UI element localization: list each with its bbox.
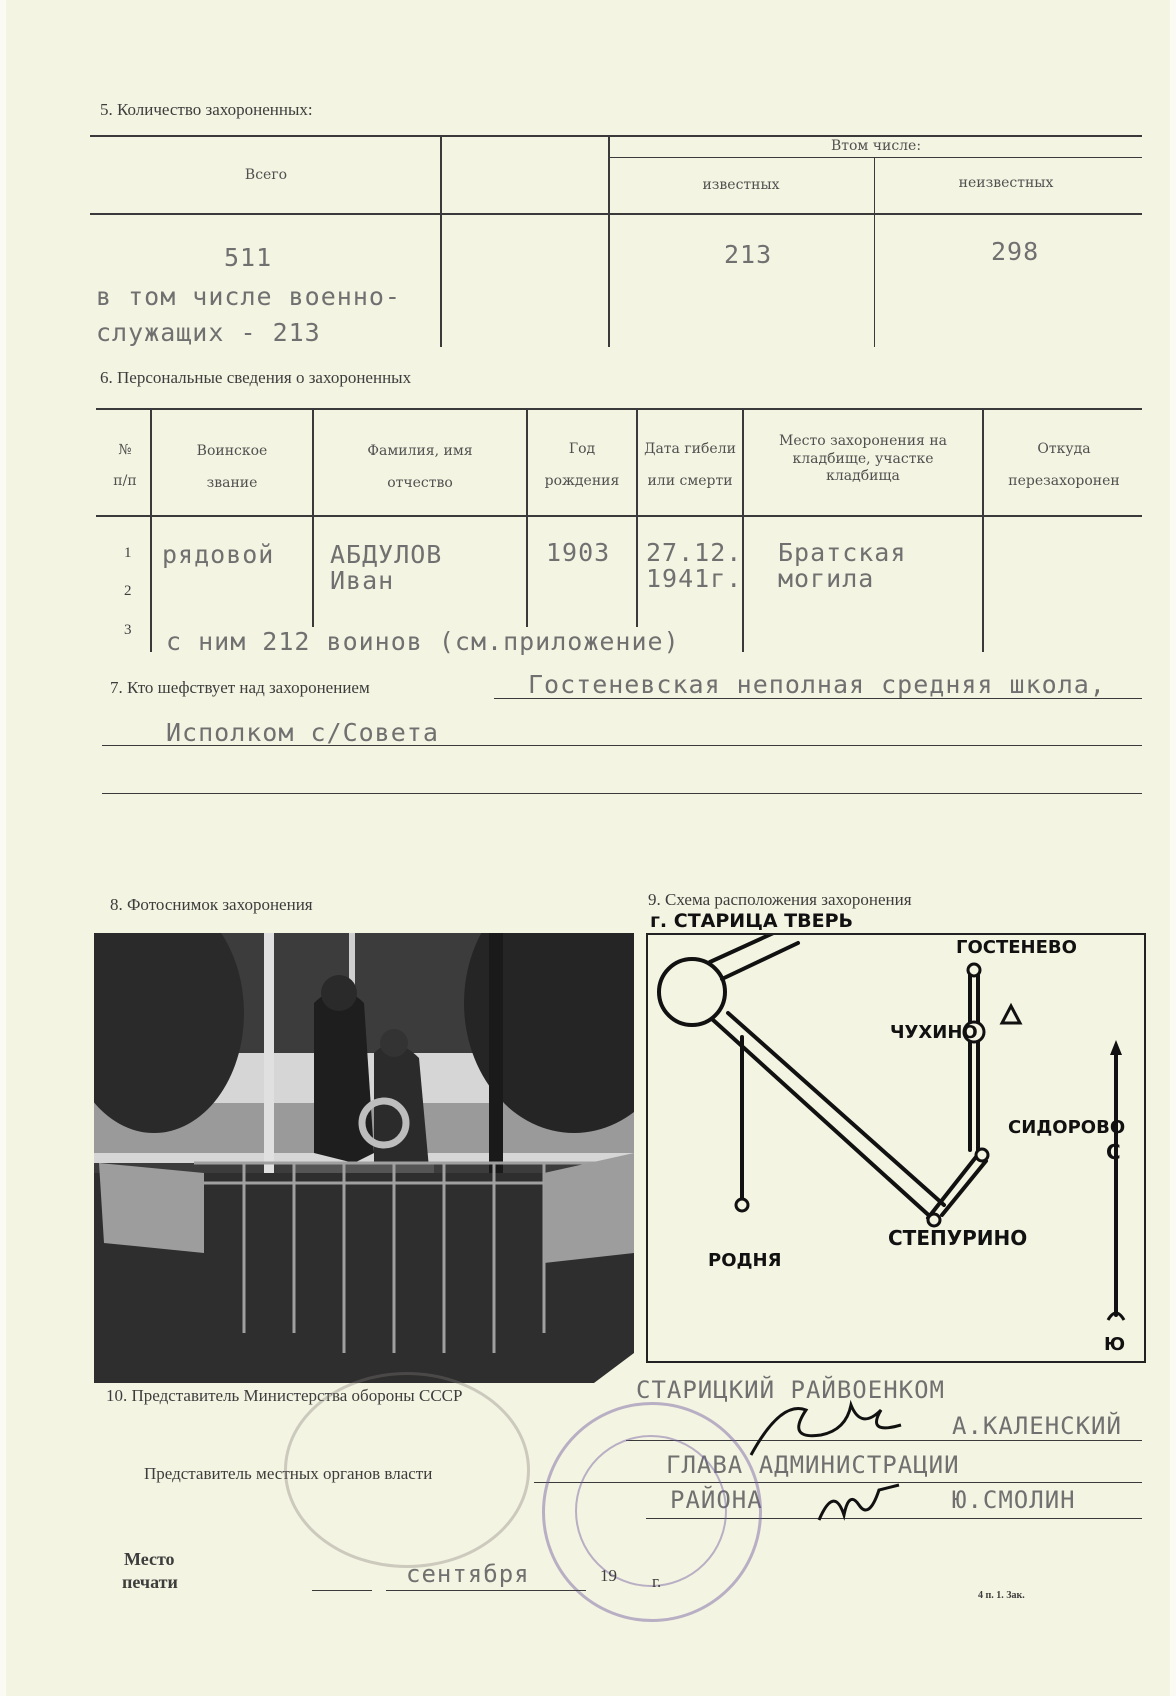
scheme-map: [648, 935, 1144, 1361]
row-number-2: 2: [124, 583, 132, 599]
table6-vline-3: [526, 410, 528, 652]
section-5-title: 5. Количество захороненных:: [100, 100, 313, 119]
table6-top-rule: [96, 408, 1142, 410]
scheme-header-handwritten: г. СТАРИЦА ТВЕРЬ: [650, 910, 853, 932]
patron-line2: Исполком с/Совета: [166, 718, 439, 747]
table5-vline-3: [874, 158, 875, 347]
table5-sub-rule: [608, 157, 1142, 158]
header-birth: Год рождения: [544, 441, 620, 490]
section-6-title: 6. Персональные сведения о захороненных: [100, 368, 412, 387]
section-7-title: 7. Кто шефствует над захоронением: [110, 678, 370, 697]
mo-organization: СТАРИЦКИЙ РАЙВОЕНКОМ: [636, 1376, 945, 1404]
local-organization-line2: РАЙОНА: [670, 1486, 763, 1514]
local-representative-name: Ю.СМОЛИН: [952, 1486, 1076, 1514]
place-sidorovo: СИДОРОВО: [1008, 1117, 1126, 1138]
unknown-value: 298: [991, 237, 1040, 266]
header-death: Дата гибели или смерти: [644, 441, 736, 490]
mo-representative-name: А.КАЛЕНСКИЙ: [952, 1412, 1122, 1440]
table6-vline-5: [742, 410, 744, 652]
table6-vline-6: [982, 410, 984, 652]
date-day-rule: [312, 1590, 372, 1591]
seal-place-label-1: Место: [124, 1549, 175, 1569]
remaining-soldiers-note: с ним 212 воинов (см.приложение): [166, 627, 680, 656]
header-name: Фамилия, имя отчество: [367, 443, 473, 492]
col-total-header: Всего: [244, 167, 288, 183]
memorial-photo-image: [94, 933, 634, 1383]
seal-place-label-2: печати: [122, 1572, 178, 1592]
section-8-title: 8. Фотоснимок захоронения: [110, 895, 313, 914]
total-note-line2: служащих - 213: [96, 318, 321, 347]
table5-vline-2: [608, 137, 610, 347]
col-including-header: Втом числе:: [830, 138, 922, 154]
place-gostenevo: ГОСТЕНЕВО: [956, 937, 1077, 958]
place-rodnya: РОДНЯ: [708, 1250, 782, 1271]
mo-signature: [746, 1395, 906, 1465]
col-unknown-header: неизвестных: [958, 175, 1054, 191]
scheme-frame: [646, 933, 1146, 1363]
known-value: 213: [724, 240, 773, 269]
local-authority-label: Представитель местных органов власти: [144, 1464, 433, 1483]
table6-header-rule: [96, 515, 1142, 517]
death-date-line1: 27.12.: [646, 538, 743, 567]
table6-vline-1: [150, 410, 152, 652]
person-surname: АБДУЛОВ: [330, 540, 443, 569]
row-number-3: 3: [124, 622, 132, 638]
header-from: Откуда перезахоронен: [1008, 441, 1120, 490]
compass-north-label: С: [1106, 1140, 1121, 1164]
person-birth-year: 1903: [546, 538, 611, 567]
date-month: сентября: [406, 1560, 530, 1588]
header-place: Место захоронения на кладбище, участке кладбища: [778, 433, 948, 484]
person-rank: рядовой: [162, 540, 275, 569]
local-organization: ГЛАВА АДМИНИСТРАЦИИ: [666, 1451, 960, 1479]
military-office-stamp: [284, 1372, 530, 1568]
local-authority-seal-inner: [575, 1435, 727, 1587]
burial-place-line2: могила: [778, 564, 875, 593]
local-signature: [814, 1480, 904, 1530]
table5-header-rule: [90, 213, 1142, 215]
header-rank: Воинское звание: [196, 443, 268, 492]
total-value: 511: [224, 243, 273, 272]
col-known-header: известных: [702, 177, 780, 193]
section-9-title: 9. Схема расположения захоронения: [648, 890, 912, 909]
place-chukhino: ЧУХИНО: [890, 1022, 978, 1043]
memorial-photo: [94, 933, 634, 1383]
compass-south-label: Ю: [1104, 1334, 1126, 1355]
row-number-1: 1: [124, 545, 132, 561]
death-date-line2: 1941г.: [646, 564, 743, 593]
total-note-line1: в том числе военно-: [96, 282, 401, 311]
section-10-title: 10. Представитель Министерства обороны СССР: [106, 1386, 463, 1405]
patron-line1: Гостеневская неполная средняя школа,: [528, 670, 1106, 699]
person-given-name: Иван: [330, 566, 395, 595]
header-num: № п/п: [113, 442, 137, 489]
table6-vline-2: [312, 410, 314, 652]
burial-place-line1: Братская: [778, 538, 907, 567]
printer-mark: 4 п. 1. Зак.: [978, 1590, 1025, 1601]
date-year-suffix: г.: [652, 1572, 662, 1591]
section7-rule-3: [102, 793, 1142, 794]
table5-vline-1: [440, 137, 442, 347]
place-stepurino: СТЕПУРИНО: [888, 1226, 1028, 1250]
document-page: [6, 0, 1170, 1696]
date-month-rule: [386, 1590, 586, 1591]
date-year-prefix: 19: [600, 1566, 617, 1585]
